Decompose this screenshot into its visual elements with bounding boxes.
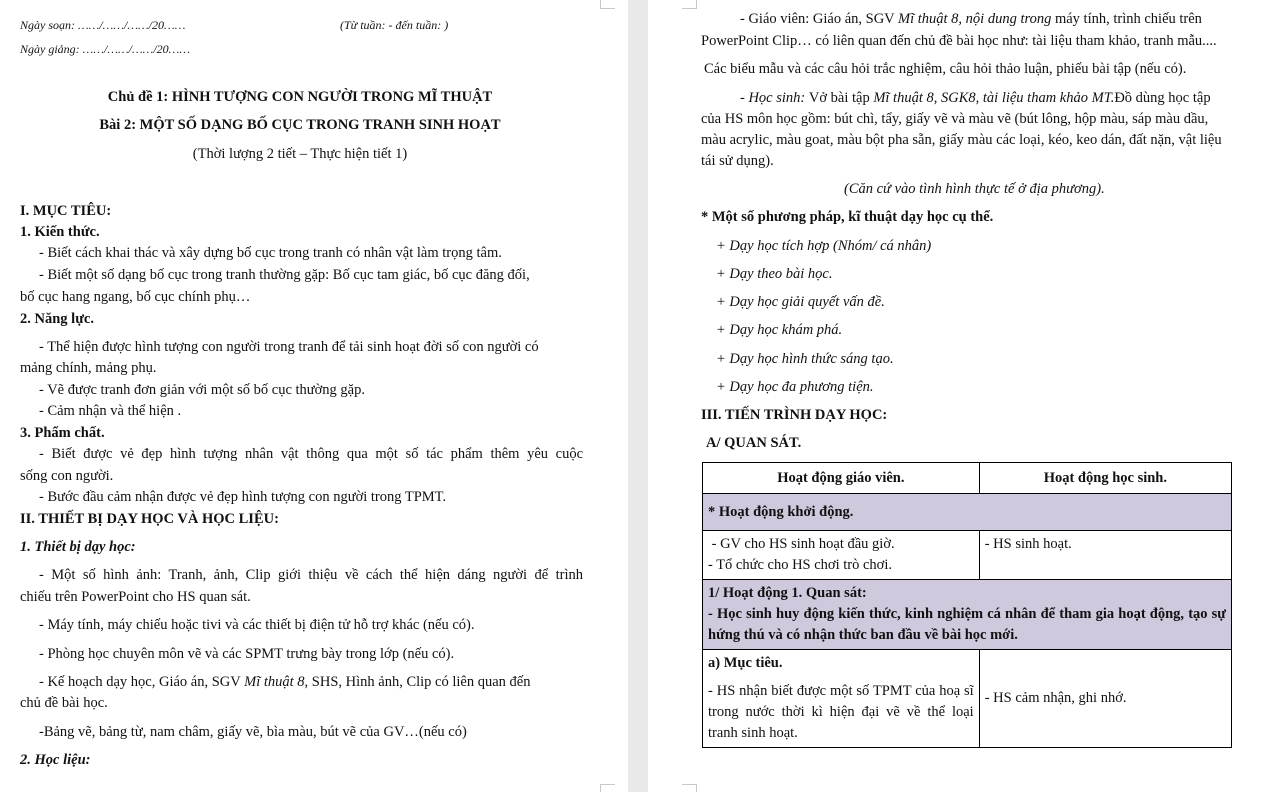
text-run: , SHS, Hình ảnh, Clip có liên quan đến [304,674,531,690]
table-row [703,580,1232,650]
text-run-italic: Mĩ thuật 8 [244,674,305,690]
local-note: (Căn cứ vào tình hình thực tế ở địa phương). [844,181,1105,197]
method-item: + Dạy học giải quyết vấn đề. [716,294,885,310]
table-cell [703,650,980,748]
paragraph-line: màu acrylic, màu goat, màu bột pha sẵn, giấy màu các loại, kéo, keo dán, đất nặn, vật liệu [701,132,1222,148]
text-run-italic: Mĩ thuật 8, SGK8, tài liệu tham khảo MT. [873,90,1115,106]
activity-table [702,462,1232,748]
lesson-duration: (Thời lượng 2 tiết – Thực hiện tiết 1) [192,146,408,162]
margin-corner-mark [600,784,615,792]
method-item: + Dạy học đa phương tiện. [716,379,874,395]
subsection-heading: 1. Kiến thức. [20,224,100,240]
left-page [0,0,628,792]
cell-line: - GV cho HS sinh hoạt đầu giờ. [708,536,895,552]
activity-description: - Học sinh huy động kiến thức, kinh nghiệm cá nhân để tham gia hoạt động, tạo sự hứng thú và có nhận thức ban đầu về bài học mới. [708,606,1226,643]
paragraph-line: Các biểu mẫu và các câu hỏi trắc nghiệm, câu hỏi thảo luận, phiếu bài tập (nếu có). [704,61,1187,77]
table-header-row [703,463,1232,494]
paragraph-line: chủ đề bài học. [20,695,108,711]
paragraph-line: - Vẽ được tranh đơn giản với một số bố cục thường gặp. [39,382,365,398]
paragraph-line: - Thể hiện được hình tượng con người trong tranh để tải sinh hoạt đời số con người có [39,339,539,355]
paragraph-line: - Bước đầu cảm nhận được vẻ đẹp hình tượng con người trong TPMT. [39,489,447,505]
margin-corner-mark [682,0,697,9]
subsection-heading: A/ QUAN SÁT. [706,435,802,451]
paragraph-line: - Biết cách khai thác và xây dựng bố cục trong tranh có nhân vật làm trọng tâm. [39,245,502,261]
table-cell [703,580,1232,650]
method-item: + Dạy học khám phá. [716,322,843,338]
paragraph-line: sống con người. [20,468,114,484]
margin-corner-mark [682,784,697,792]
table-cell: - HS sinh hoạt. [979,531,1231,580]
method-item: + Dạy học hình thức sáng tạo. [716,351,894,367]
paragraph-line: của HS môn học gồm: bút chì, tẩy, giấy vẽ và màu vẽ (bút lông, hộp màu, sáp màu dầu, [701,111,1209,127]
warmup-heading: * Hoạt động khởi động. [703,494,1232,531]
subsection-heading: 2. Học liệu: [20,752,91,768]
goal-text: - HS nhận biết được một số TPMT của hoạ sĩ trong nước thời kì hiện đại vẽ về thể loại tranh sinh hoạt. [708,683,974,741]
section-heading: III. TIẾN TRÌNH DẠY HỌC: [701,407,888,423]
topic-title: Chủ đề 1: HÌNH TƯỢNG CON NGƯỜI TRONG MĨ THUẬT [107,89,493,105]
method-item: + Dạy theo bài học. [716,266,833,282]
paragraph-line: - Biết một số dạng bố cục trong tranh thường gặp: Bố cục tam giác, bố cục đăng đối, [39,267,530,283]
paragraph-line: bố cục hang ngang, bố cục chính phụ… [20,289,251,305]
text-run: - Kế hoạch dạy học, Giáo án, SGV [39,674,245,690]
paragraph-line [740,10,1264,28]
table-row [703,650,1232,748]
method-item: + Dạy học tích hợp (Nhóm/ cá nhân) [716,238,932,254]
text-run-italic: Mĩ thuật 8, nội dung trong [898,11,1052,27]
subsection-heading: 2. Năng lực. [20,311,94,327]
cell-line: - Tổ chức cho HS chơi trò chơi. [708,557,892,573]
table-cell: - HS cảm nhận, ghi nhớ. [979,650,1231,748]
table-cell [703,531,980,580]
week-range: (Từ tuần: - đến tuần: ) [340,18,449,32]
text-run: - Giáo viên: Giáo án, SGV [740,11,898,27]
text-run: Vở bài tập [808,90,874,106]
paragraph-line: - Máy tính, máy chiếu hoặc tivi và các thiết bị điện tử hỗ trợ khác (nếu có). [39,617,475,633]
date-teaching: Ngày giảng: ……/……/……/20…… [20,42,191,56]
activity-title: 1/ Hoạt động 1. Quan sát: [708,585,867,601]
column-header-student: Hoạt động học sinh. [979,463,1231,494]
date-prepared: Ngày soạn: ……/……/……/20…… [20,18,186,32]
right-page [648,0,1271,792]
section-heading: II. THIẾT BỊ DẠY HỌC VÀ HỌC LIỆU: [20,511,279,527]
paragraph-line: - Cảm nhận và thể hiện . [39,403,182,419]
goal-title: a) Mục tiêu. [708,655,783,671]
margin-corner-mark [600,0,615,9]
paragraph-line: -Bảng vẽ, bảng từ, nam châm, giấy vẽ, bìa màu, bút vẽ của GV…(nếu có) [39,724,467,740]
paragraph-line: - Phòng học chuyên môn vẽ và các SPMT trưng bày trong lớp (nếu có). [39,646,455,662]
text-run: Đồ dùng học tập [1114,90,1211,106]
subsection-heading: 3. Phẩm chất. [20,425,105,441]
section-heading: I. MỤC TIÊU: [20,203,112,219]
paragraph-line: tái sử dụng). [701,153,774,169]
paragraph-line: mảng chính, mảng phụ. [20,360,157,376]
paragraph-line [39,673,583,691]
paragraph-line: PowerPoint Clip… có liên quan đến chủ đề bài học như: tài liệu tham khảo, tranh mẫu.... [701,33,1217,49]
paragraph-line: - Một số hình ảnh: Tranh, ảnh, Clip giới thiệu về cách thể hiện dáng người để trình [39,567,583,583]
methods-heading: * Một số phương pháp, kĩ thuật dạy học cụ thể. [701,209,994,225]
paragraph-line: chiếu trên PowerPoint cho HS quan sát. [20,589,251,605]
paragraph-line: - Biết được vẻ đẹp hình tượng nhân vật thông qua một số tác phẩm thêm yêu cuộc [39,446,583,462]
lesson-title: Bài 2: MỘT SỐ DẠNG BỐ CỤC TRONG TRANH SINH HOẠT [99,117,501,133]
table-row [703,494,1232,531]
subsection-heading: 1. Thiết bị dạy học: [20,539,136,555]
paragraph-line [740,89,1264,107]
column-header-teacher: Hoạt động giáo viên. [703,463,980,494]
text-run-italic: - Học sinh: [740,90,809,106]
text-run: máy tính, trình chiếu trên [1051,11,1202,27]
table-row [703,531,1232,580]
